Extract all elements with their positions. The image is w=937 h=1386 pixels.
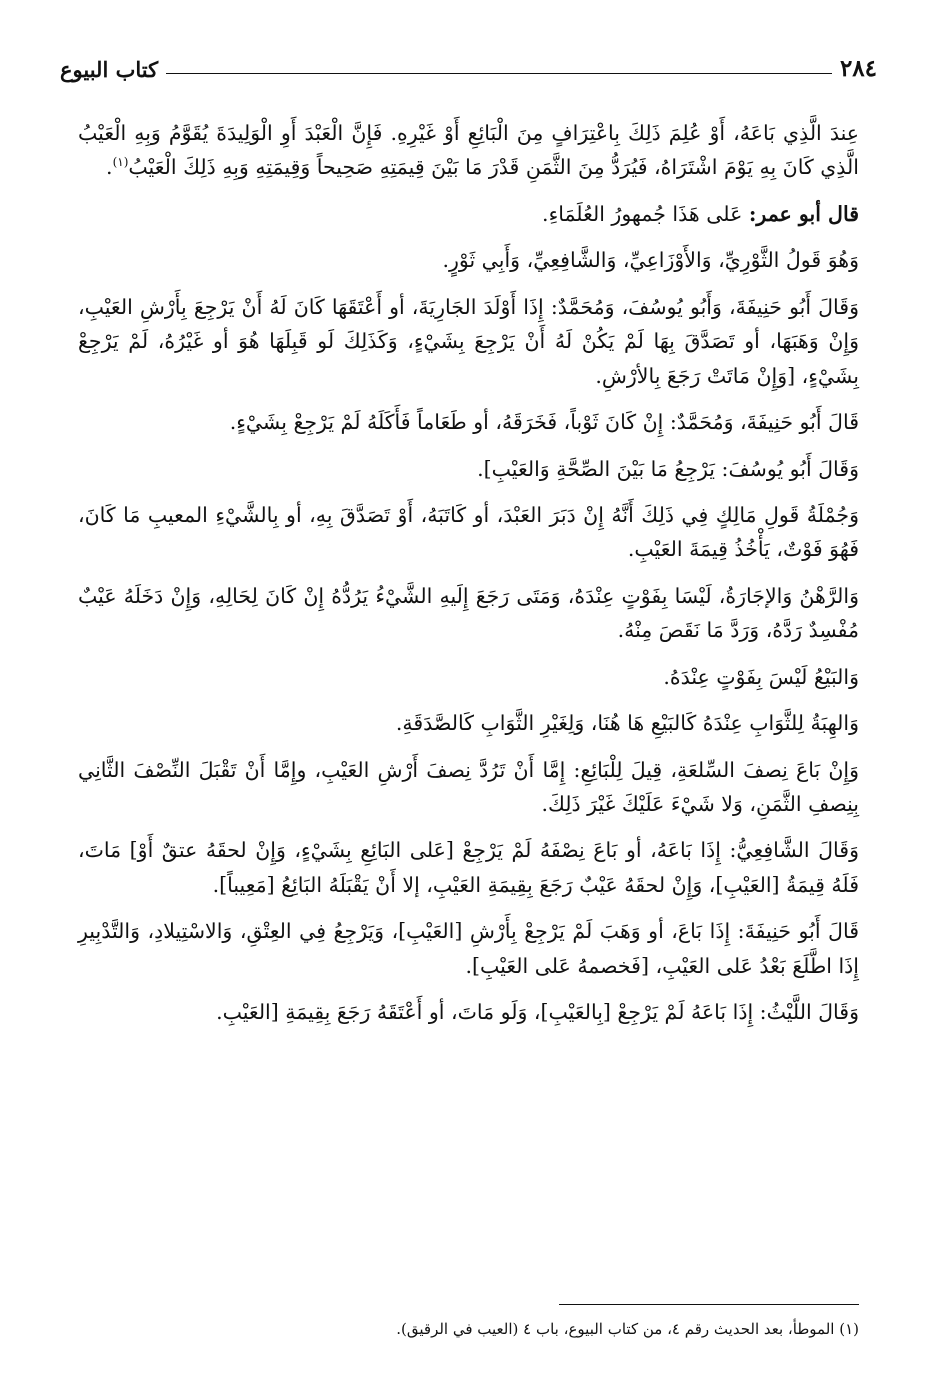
paragraph: وَالبَيْعُ لَيْسَ بِفَوْتٍ عِنْدَهُ. (663, 664, 859, 689)
main-text (78, 116, 859, 1042)
header-rule (166, 73, 832, 74)
book-title: كتاب البيوع (60, 57, 159, 82)
paragraph: وَقَالَ أَبُو يُوسُفَ: يَرْجِعُ مَا بَيْنَ الصِّحَّةِ وَالعَيْبِ]. (477, 456, 859, 481)
paragraph: وَإِنْ بَاعَ نِصفَ السِّلعَةِ، قِيلَ لِلْبَائِعِ: إِمَّا أَنْ تَرُدَّ نِصفَ أَرْشِ العَيْبِ، وإِمَّا أَنْ تَقْبَلَ النِّصْفَ الثَّانِي بِنِصفِ الثَّمَنِ، وَلا شَيْءَ عَلَيْكَ غَيْرَ ذَلِكَ. (78, 757, 859, 816)
paragraph: وَقَالَ أَبُو حَنِيفَةَ، وَأَبُو يُوسُفَ، وَمُحَمَّدٌ: إِذَا أَوْلَدَ الجَارِيَةَ، أو أَعْتَقَهَا كَانَ لَهُ أَنْ يَرْجِعَ بِأَرْشِ العَيْبِ، وَإِنْ وَهَبَهَا، أو تَصَدَّقَ بِهَا لَمْ يَكُنْ لَهُ أَنْ يَرْجِعَ بِشَيْءٍ، وَكَذَلِكَ لَو قَبِلَهَا هُوَ أو غَيْرُهُ، لَمْ يَرْجِعْ بِشَيْءٍ، [وَإِنْ مَاتَتْ رَجَعَ بِالأرْشِ. (78, 294, 859, 388)
paragraph: قَالَ أَبُو حَنِيفَةَ: إِذَا بَاعَ، أو وَهَبَ لَمْ يَرْجِعْ بِأَرْشِ [العَيْبِ]، وَيَرْجِعُ فِي العِتْقِ، وَالاسْتِيلادِ، وَالتَّدْبِيرِ إِذَا اطَّلَعَ بَعْدُ عَلى العَيْبِ، [فَخصمهُ عَلى العَيْبِ]. (78, 919, 859, 978)
paragraph: قَالَ أَبُو حَنِيفَةَ، وَمُحَمَّدٌ: إِنْ كَانَ ثَوْباً، فَخَرَقَهُ، أو طَعَاماً فَأَكَلَهُ لَمْ يَرْجِعْ بِشَيْءٍ. (229, 410, 859, 435)
page-number: ٢٨٤ (839, 55, 877, 82)
footnote-reference: (١) (112, 155, 129, 170)
footnote: (١) الموطأ، بعد الحديث رقم ٤، من كتاب البيوع، باب ٤ (العيب في الرقيق). (396, 1320, 859, 1338)
paragraph: عِندَ الَّذِي بَاعَهُ، أَوْ عُلِمَ ذَلِكَ بِاعْتِرَافٍ مِنَ الْبَائِعِ أَوْ غَيْرِهِ. فَإِنَّ الْعَبْدَ أَوِ الْوَلِيدَةَ يُقَوَّمُ وَبِهِ الْعَيْبُ الَّذِي كَانَ بِهِ يَوْمَ اشْتَرَاهُ، فَيُرَدُّ مِنَ الثَّمَنِ قَدْرَ مَا بَيْنَ قِيمَتِهِ صَحِيحاً وَقِيمَتِهِ وَبِهِ ذَلِكَ الْعَيْبُ$^{(١)}$. (78, 121, 859, 180)
paragraph: وَهُوَ قَولُ الثَّوْرِيِّ، وَالأَوْزَاعِيِّ، وَالشَّافِعِيِّ، وَأَبِي ثَوْرٍ. (442, 248, 859, 273)
paragraph: وَالهِبَةُ لِلثَّوَابِ عِنْدَهُ كَالبَيْعِ هَا هُنَا، وَلِغَيْرِ الثَّوَابِ كَالصَّدَقَةِ. (395, 711, 859, 736)
footnote-separator (559, 1304, 859, 1305)
paragraph: قال أبو عمر: عَلى هَذَا جُمهورُ العُلَمَاءِ. (542, 201, 859, 226)
paragraph: وَجُمْلَةُ قَولِ مَالِكٍ فِي ذَلِكَ أَنَّهُ إِنْ دَبَرَ العَبْدَ، أو كَاتَبَهُ، أَوْ تَصَدَّقَ بِهِ، أو بِالشَّيْءِ المعيبِ مَا كَانَ، فَهُوَ فَوْتٌ، يَأْخُذُ قِيمَةَ العَيْبِ. (78, 502, 859, 562)
paragraph: وَالرَّهْنُ وَالإجَارَةُ، لَيْسَا بِفَوْتٍ عِنْدَهُ، وَمَتَى رَجَعَ إِلَيهِ الشَّيْءُ يَرُدُّهُ إِنْ كَانَ لِحَالِهِ، وَإِنْ دَخَلَهُ عَيْبٌ مُفْسِدٌ رَدَّهُ، وَرَدَّ مَا نَقَصَ مِنْهُ. (78, 583, 859, 643)
speaker-label: قال أبو عمر: (748, 201, 859, 226)
page-header (60, 40, 877, 80)
paragraph: وَقَالَ الشَّافِعِيُّ: إِذَا بَاعَهُ، أو بَاعَ نِصْفَهُ لَمْ يَرْجِعْ [عَلى البَائِعِ بِشَيْءٍ، وَإِنْ لحقَهُ عتقٌ أَوْ] مَاتَ، فَلَهُ قِيمَةُ [العَيْبِ]، وَإِنْ لحقَهُ عَيْبٌ رَجَعَ بِقِيمَةِ العَيْبِ، إلا أَنْ يَقْبَلَهُ البَائِعُ [مَعِيباً]. (78, 838, 859, 897)
paragraph: وَقَالَ اللَّيْثُ: إِذَا بَاعَهُ لَمْ يَرْجِعْ [بِالعَيْبِ]، وَلَو مَاتَ، أو أَعْتَقَهُ رَجَعَ بِقِيمَةِ [العَيْبِ. (216, 1000, 859, 1025)
